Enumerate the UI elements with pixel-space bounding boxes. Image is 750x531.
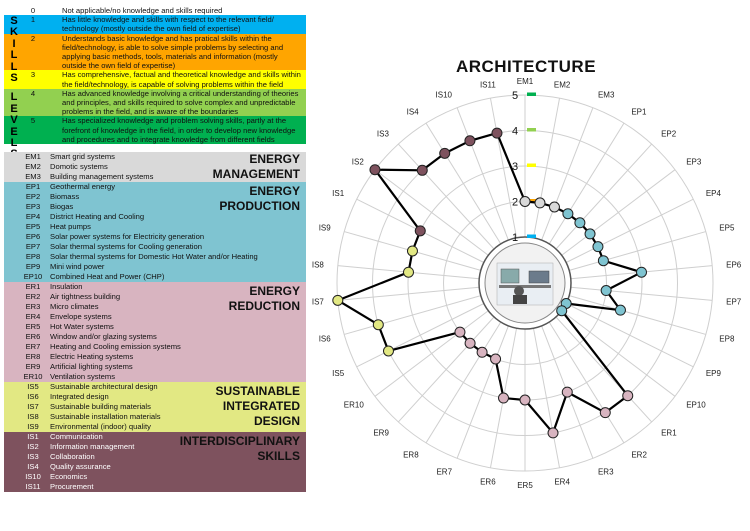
axis-label-is10: IS10 — [435, 90, 453, 100]
skill-code: EP4 — [25, 212, 41, 222]
skill-group-title-line: ENERGY — [249, 184, 300, 199]
skill-name: Collaboration — [50, 452, 95, 462]
data-point-em3 — [549, 202, 559, 212]
axis-label-is6: IS6 — [318, 334, 331, 344]
title-letter: V — [10, 114, 18, 127]
skill-name: Economics — [50, 472, 88, 482]
skill-name: Air tightness building — [50, 292, 121, 302]
skill-code: EP6 — [25, 232, 41, 242]
skill-levels-table — [4, 6, 306, 150]
skill-name: Artificial lighting systems — [50, 362, 133, 372]
axis-label-em3: EM3 — [597, 90, 615, 100]
skill-group-title-line: SUSTAINABLE — [215, 384, 300, 399]
skill-level-row — [4, 70, 306, 88]
skill-code: EM3 — [25, 172, 41, 182]
axis-label-er5: ER5 — [517, 481, 533, 490]
skill-group-title-line: ENERGY — [249, 284, 300, 299]
title-letter: L — [10, 49, 18, 62]
skill-code: ER9 — [25, 362, 41, 372]
skill-level-number: 3 — [30, 70, 36, 80]
skill-name: Geothermal energy — [50, 182, 116, 192]
photo-monitor — [501, 269, 519, 283]
skill-code: IS7 — [27, 402, 39, 412]
data-point-er7 — [491, 354, 501, 364]
skill-code: ER2 — [25, 292, 41, 302]
skill-code: ER4 — [25, 312, 41, 322]
data-point-er3 — [562, 387, 572, 397]
skill-group-title-line: ENERGY — [249, 152, 300, 167]
axis-label-er2: ER2 — [631, 450, 647, 460]
title-letter: K — [10, 26, 18, 39]
skill-code: ER6 — [25, 332, 41, 342]
skill-name: Domotic systems — [50, 162, 108, 172]
skill-row — [4, 222, 306, 232]
skill-code: IS1 — [27, 432, 39, 442]
level-tick-mark — [527, 164, 536, 168]
level-tick-label: 5 — [511, 90, 519, 102]
chart-title: ARCHITECTURE — [455, 57, 597, 76]
data-point-is3 — [417, 165, 427, 175]
skill-name: Heat pumps — [50, 222, 91, 232]
grid-spoke — [375, 170, 488, 256]
skill-name: Combined Heat and Power (CHP) — [50, 272, 165, 282]
skill-group-title — [219, 184, 300, 214]
grid-spoke — [398, 317, 494, 422]
title-letter: E — [10, 102, 18, 115]
skill-row — [4, 352, 306, 362]
title-letter: I — [12, 37, 16, 50]
skill-group — [4, 282, 306, 382]
data-point-ep2 — [575, 218, 585, 228]
axis-label-is2: IS2 — [351, 157, 364, 167]
data-point-er6 — [499, 393, 509, 403]
axis-label-er8: ER8 — [403, 450, 419, 460]
skill-name: Smart grid systems — [50, 152, 115, 162]
skill-levels-vertical-title — [7, 16, 21, 161]
skill-code: IS8 — [27, 412, 39, 422]
axis-label-er10: ER10 — [343, 400, 364, 410]
level-tick-label: 4 — [511, 125, 519, 138]
axis-label-er6: ER6 — [480, 477, 496, 487]
axis-label-ep6: EP6 — [726, 260, 742, 270]
data-point-is4 — [440, 148, 450, 158]
data-point-ep3 — [585, 229, 595, 239]
axis-label-ep2: EP2 — [661, 129, 677, 139]
skill-group-title — [216, 384, 300, 429]
title-letter: S — [10, 72, 18, 85]
grid-spoke — [562, 170, 675, 256]
axis-label-em1: EM1 — [516, 77, 534, 86]
skills-table — [4, 152, 306, 492]
skill-name: Heating and Cooling emission systems — [50, 342, 181, 352]
photo-person-body — [513, 295, 527, 304]
skill-group-title-line: DESIGN — [253, 414, 300, 429]
axis-label-ep7: EP7 — [726, 297, 742, 307]
axis-label-ep10: EP10 — [686, 400, 706, 410]
axis-label-ep8: EP8 — [719, 334, 735, 344]
level-tick-label: 1 — [511, 232, 519, 244]
axis-label-ep3: EP3 — [686, 157, 702, 167]
skill-code: IS10 — [25, 472, 41, 482]
grid-spoke — [398, 144, 494, 249]
data-point-is10 — [465, 136, 475, 146]
skill-row — [4, 342, 306, 352]
skill-name: Environmental (indoor) quality — [50, 422, 151, 432]
skill-name: Biomass — [50, 192, 80, 202]
axis-label-ep9: EP9 — [705, 369, 721, 379]
skill-name: Procurement — [50, 482, 94, 492]
axis-label-er7: ER7 — [436, 467, 453, 477]
skill-name: Solar thermal systems for Cooling generation — [50, 242, 202, 252]
skill-code: EP9 — [25, 262, 41, 272]
skill-group-title — [229, 284, 300, 314]
skill-name: Insulation — [50, 282, 83, 292]
skill-code: EP2 — [25, 192, 41, 202]
skill-level-number: 0 — [30, 6, 36, 15]
skill-code: EP3 — [25, 202, 41, 212]
data-point-is11 — [492, 128, 502, 138]
axis-label-is9: IS9 — [318, 223, 331, 233]
data-point-ep8 — [615, 305, 625, 315]
axis-label-er3: ER3 — [597, 467, 614, 477]
photo-person — [514, 286, 524, 296]
skill-row — [4, 482, 306, 492]
skill-name: Communication — [50, 432, 103, 442]
skill-code: EP1 — [25, 182, 41, 192]
skill-level-description: Has little knowledge and skills with respect to the relevant field/ technology (mostly outside the own field of expertise) — [62, 15, 274, 34]
skill-code: EP7 — [25, 242, 41, 252]
skill-code: ER7 — [25, 342, 41, 352]
skill-level-number: 5 — [30, 116, 36, 126]
skill-code: ER10 — [23, 372, 43, 382]
level-tick-label: 3 — [511, 161, 519, 173]
skills-legend — [4, 6, 306, 492]
skill-name: Sustainable building materials — [50, 402, 151, 412]
data-point-is7 — [333, 295, 343, 305]
skill-row — [4, 272, 306, 282]
data-point-ep6 — [637, 267, 647, 277]
data-point-er8 — [477, 347, 487, 357]
grid-spoke — [457, 108, 508, 240]
photo-monitor — [529, 271, 549, 283]
skill-group — [4, 182, 306, 282]
skill-level-row — [4, 34, 306, 71]
skill-row — [4, 262, 306, 272]
axis-label-is8: IS8 — [311, 260, 324, 270]
skill-level-description: Understands basic knowledge and has pratical skills within the field/technology, is able to solve simple problems by selecting and applying basic methods, tools, materials and information (mostly outside the own field of expertise) — [62, 33, 284, 71]
skill-level-number: 2 — [30, 33, 36, 43]
skill-name: Electric Heating systems — [50, 352, 134, 362]
axis-label-is4: IS4 — [406, 107, 419, 117]
skill-code: EP5 — [25, 222, 41, 232]
skill-level-row — [4, 6, 306, 15]
data-point-is1 — [415, 226, 425, 236]
grid-spoke — [533, 98, 559, 238]
grid-spoke — [549, 123, 624, 244]
axis-label-ep1: EP1 — [631, 107, 647, 117]
grid-spoke — [457, 326, 508, 458]
data-point-ep4 — [593, 242, 603, 252]
title-letter: E — [10, 125, 18, 138]
skill-level-number: 4 — [30, 88, 36, 98]
skill-row — [4, 252, 306, 262]
skill-code: IS5 — [27, 382, 39, 392]
skill-row — [4, 472, 306, 482]
skill-level-row — [4, 116, 306, 144]
skill-group-title-line: SKILLS — [257, 449, 300, 464]
skill-name: Solar thermal systems for Domestic Hot Water and/or Heating — [50, 252, 258, 262]
skill-name: Information management — [50, 442, 135, 452]
skill-group-title-line: INTERDISCIPLINARY — [179, 434, 300, 449]
grid-spoke — [426, 123, 501, 244]
skill-row — [4, 242, 306, 252]
grid-spoke — [542, 108, 593, 240]
data-point-em1 — [520, 197, 530, 207]
skill-name: Sustainable architectural design — [50, 382, 158, 392]
skill-code: EM1 — [25, 152, 41, 162]
skill-code: IS9 — [27, 422, 39, 432]
skill-code: ER1 — [25, 282, 41, 292]
skill-code: ER3 — [25, 302, 41, 312]
level-tick-mark — [527, 93, 536, 97]
axis-label-er4: ER4 — [554, 477, 570, 487]
skill-code: IS4 — [27, 462, 39, 472]
skill-level-number: 1 — [30, 15, 36, 25]
skill-group-title — [180, 434, 300, 464]
title-letter: L — [10, 60, 18, 73]
data-point-em2 — [535, 198, 545, 208]
data-point-ep1 — [563, 209, 573, 219]
skill-name: Quality assurance — [50, 462, 111, 472]
skill-row — [4, 332, 306, 342]
skill-group-title — [213, 152, 300, 182]
data-point-ep10 — [557, 306, 567, 316]
data-point-er5 — [520, 395, 530, 405]
skill-group-title-line: MANAGEMENT — [212, 167, 300, 182]
data-point-er9 — [465, 338, 475, 348]
skill-row — [4, 362, 306, 372]
data-point-er10 — [455, 327, 465, 337]
data-point-ep5 — [598, 256, 608, 266]
skill-name: Window and/or glazing systems — [50, 332, 157, 342]
skill-level-row — [4, 89, 306, 117]
skill-group — [4, 432, 306, 492]
skill-group-title-line: REDUCTION — [228, 299, 300, 314]
title-letter: S — [10, 15, 18, 27]
photo-desk — [499, 285, 551, 288]
skill-row — [4, 322, 306, 332]
data-point-is9 — [407, 246, 417, 256]
data-point-er4 — [548, 428, 558, 438]
axis-label-ep5: EP5 — [719, 223, 735, 233]
axis-label-is1: IS1 — [332, 188, 345, 198]
skill-group — [4, 152, 306, 182]
skill-code: EM2 — [25, 162, 41, 172]
axis-label-ep4: EP4 — [705, 188, 721, 198]
skill-name: Biogas — [50, 202, 74, 212]
skill-name: Ventilation systems — [50, 372, 115, 382]
axis-label-er9: ER9 — [373, 428, 389, 438]
skill-code: EP8 — [25, 252, 41, 262]
axis-label-is7: IS7 — [311, 297, 324, 307]
skill-level-row — [4, 15, 306, 33]
grid-spoke — [549, 322, 624, 443]
skill-name: Sustainable installation materials — [50, 412, 161, 422]
level-tick-mark — [527, 128, 536, 132]
level-tick-label: 2 — [511, 196, 519, 209]
skill-level-description: Not applicable/no knowledge and skills required — [62, 6, 223, 15]
axis-label-er1: ER1 — [661, 428, 677, 438]
skill-name: Building management systems — [50, 172, 154, 182]
skill-name: Mini wind power — [50, 262, 105, 272]
skill-row — [4, 232, 306, 242]
data-point-er2 — [600, 408, 610, 418]
skill-code: ER5 — [25, 322, 41, 332]
skill-code: EP10 — [23, 272, 43, 282]
data-point-er1 — [623, 391, 633, 401]
skill-code: IS6 — [27, 392, 39, 402]
data-point-is6 — [373, 320, 383, 330]
radar-chart — [311, 50, 742, 490]
skill-code: IS11 — [25, 482, 41, 492]
grid-spoke — [533, 328, 559, 468]
skill-code: IS3 — [27, 452, 39, 462]
grid-spoke — [556, 144, 652, 249]
skill-name: Envelope systems — [50, 312, 112, 322]
skill-group-title-line: PRODUCTION — [219, 199, 300, 214]
grid-spoke — [556, 317, 652, 422]
level-tick-mark — [527, 235, 536, 239]
skill-group — [4, 382, 306, 432]
axis-label-is3: IS3 — [376, 129, 389, 139]
skill-name: Micro climates — [50, 302, 99, 312]
axis-label-is11: IS11 — [479, 80, 496, 90]
skill-code: ER8 — [25, 352, 41, 362]
skill-name: Solar power systems for Electricity generation — [50, 232, 205, 242]
skill-group-title-line: INTEGRATED — [222, 399, 300, 414]
title-letter: L — [10, 137, 18, 150]
data-point-is5 — [383, 346, 393, 356]
skill-level-description: Has comprehensive, factual and theoretical knowledge and skills within the field/technology, is capable of solving problems within the field — [62, 70, 301, 89]
skill-row — [4, 372, 306, 382]
skill-level-description: Has specialized knowledge and problem solving skills, partly at the forefront of knowledge in the field, in order to develop new knowledge and procedures and to integrate knowledge from different fields — [62, 116, 296, 144]
skill-name: Hot Water systems — [50, 322, 114, 332]
data-point-is8 — [403, 267, 413, 277]
axis-label-is5: IS5 — [332, 369, 345, 379]
skill-level-description: Has advanced knowledge involving a critical understanding of theories and principles, and skills required to solve complex and unpredictable problems in the field, and is aware of the boundaries — [62, 88, 299, 117]
title-letter: L — [10, 91, 18, 104]
grid-spoke — [426, 322, 501, 443]
axis-label-em2: EM2 — [553, 80, 571, 90]
data-point-ep7 — [601, 286, 611, 296]
skill-code: IS2 — [27, 442, 39, 452]
skill-name: District Heating and Cooling — [50, 212, 145, 222]
data-point-is2 — [370, 165, 380, 175]
skill-name: Integrated design — [50, 392, 109, 402]
